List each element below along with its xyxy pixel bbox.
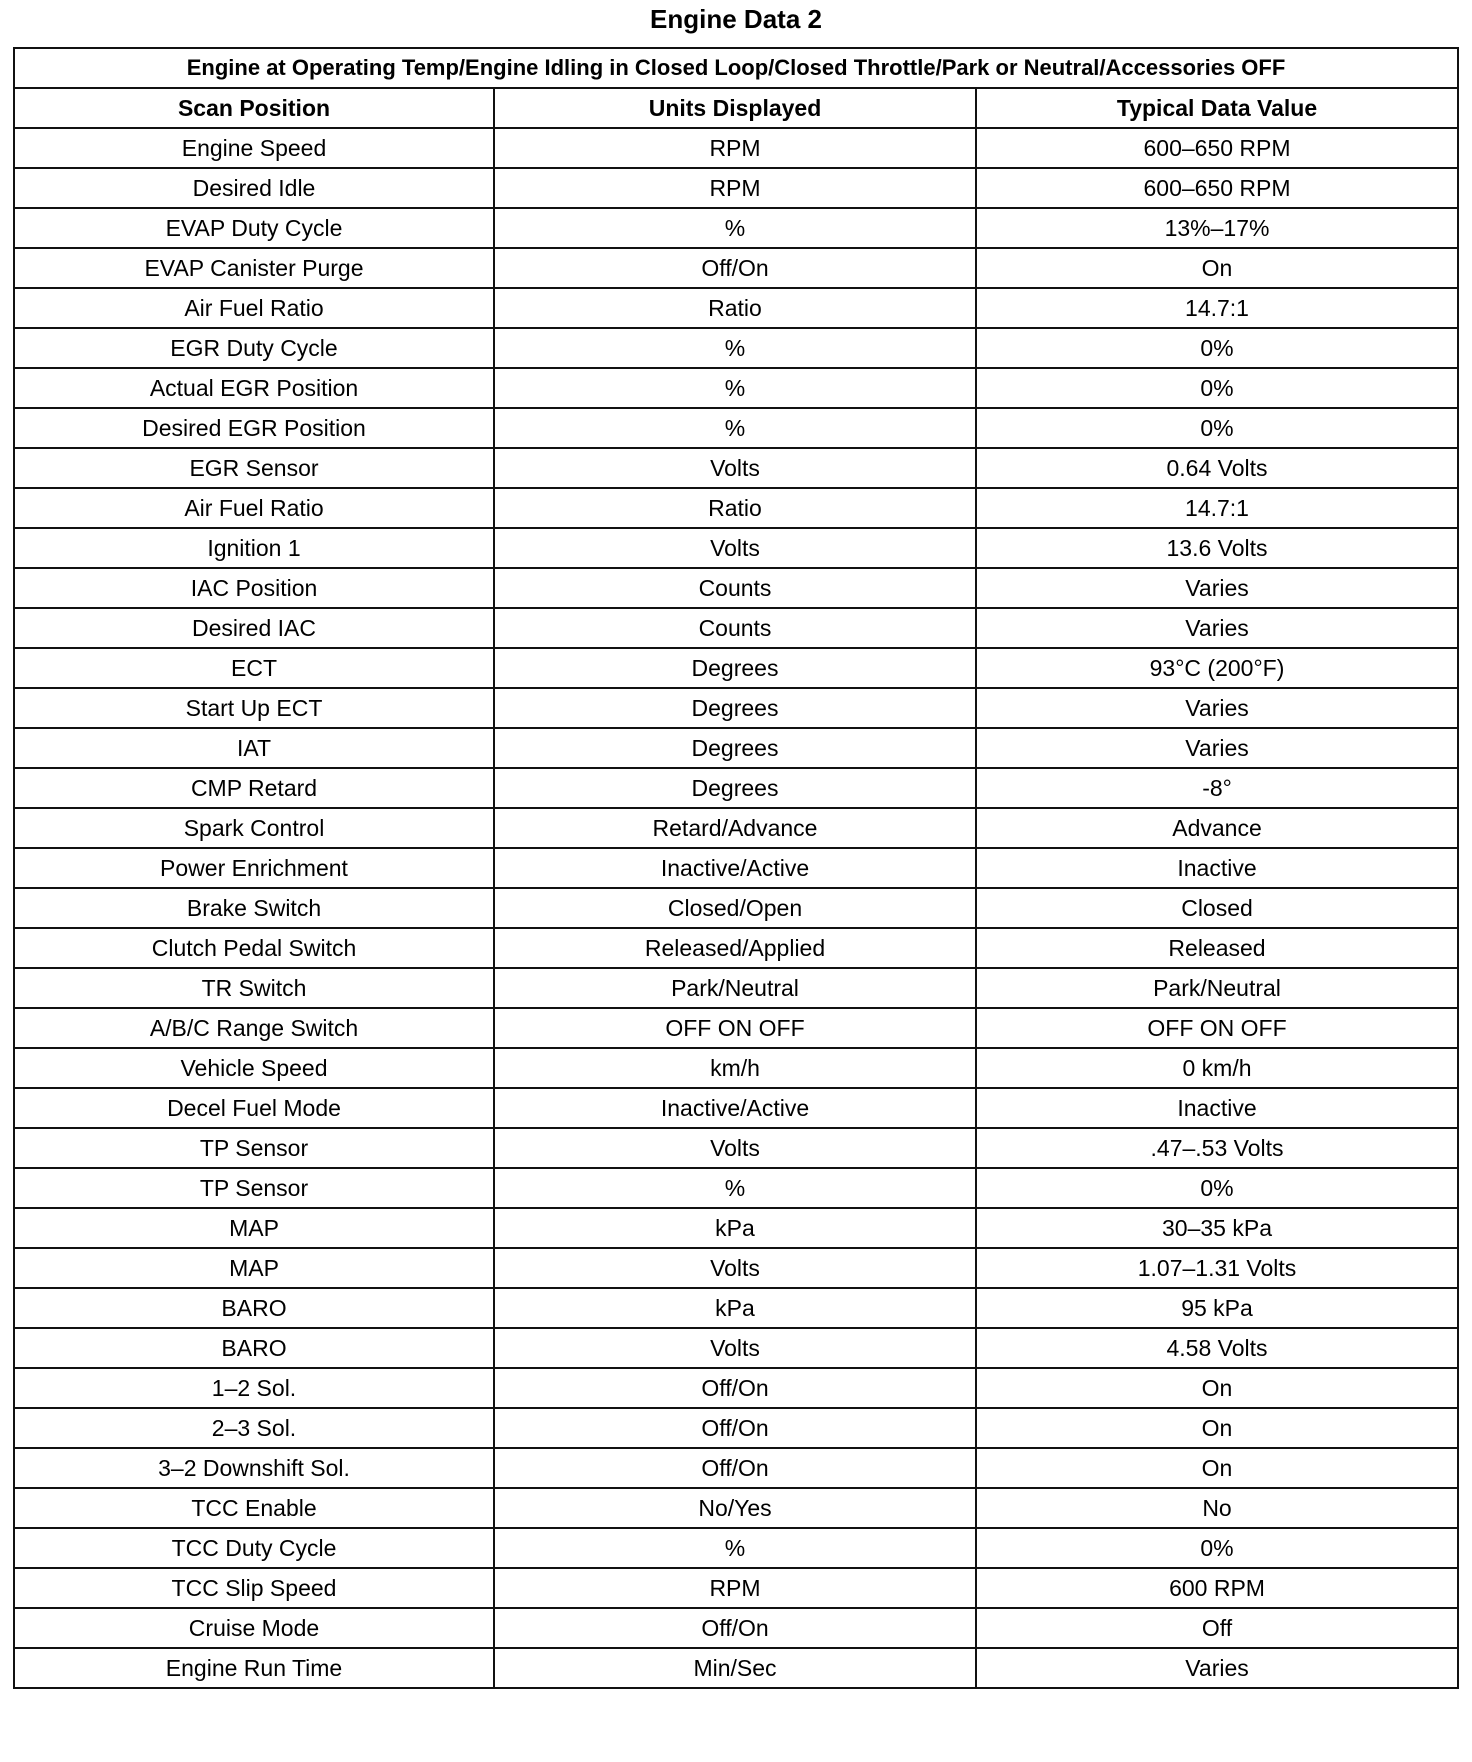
- units-displayed-cell: Degrees: [494, 768, 976, 808]
- typical-data-value-cell: 0%: [976, 1528, 1458, 1568]
- typical-data-value-cell: Varies: [976, 728, 1458, 768]
- typical-data-value-cell: No: [976, 1488, 1458, 1528]
- scan-position-cell: 3–2 Downshift Sol.: [14, 1448, 494, 1488]
- scan-position-cell: EGR Sensor: [14, 448, 494, 488]
- units-displayed-cell: Park/Neutral: [494, 968, 976, 1008]
- typical-data-value-cell: On: [976, 1368, 1458, 1408]
- typical-data-value-cell: 1.07–1.31 Volts: [976, 1248, 1458, 1288]
- units-displayed-cell: %: [494, 208, 976, 248]
- scan-position-cell: TP Sensor: [14, 1128, 494, 1168]
- table-row: [14, 888, 1458, 928]
- typical-data-value-cell: 0 km/h: [976, 1048, 1458, 1088]
- typical-data-value-cell: -8°: [976, 768, 1458, 808]
- table-row: [14, 848, 1458, 888]
- typical-data-value-cell: .47–.53 Volts: [976, 1128, 1458, 1168]
- typical-data-value-cell: 0%: [976, 1168, 1458, 1208]
- scan-position-cell: IAC Position: [14, 568, 494, 608]
- typical-data-value-cell: Inactive: [976, 1088, 1458, 1128]
- typical-data-value-cell: 13%–17%: [976, 208, 1458, 248]
- table-row: [14, 128, 1458, 168]
- units-displayed-cell: Ratio: [494, 288, 976, 328]
- units-displayed-cell: Inactive/Active: [494, 848, 976, 888]
- units-displayed-cell: km/h: [494, 1048, 976, 1088]
- units-displayed-cell: Volts: [494, 448, 976, 488]
- scan-position-cell: Brake Switch: [14, 888, 494, 928]
- scan-position-cell: Desired Idle: [14, 168, 494, 208]
- scan-position-cell: Air Fuel Ratio: [14, 288, 494, 328]
- scan-position-cell: BARO: [14, 1328, 494, 1368]
- units-displayed-cell: Counts: [494, 568, 976, 608]
- table-row: [14, 1208, 1458, 1248]
- units-displayed-cell: Counts: [494, 608, 976, 648]
- column-header-row: [14, 88, 1458, 128]
- typical-data-value-cell: Park/Neutral: [976, 968, 1458, 1008]
- typical-data-value-cell: 0%: [976, 368, 1458, 408]
- scan-position-cell: Air Fuel Ratio: [14, 488, 494, 528]
- typical-data-value-cell: On: [976, 1448, 1458, 1488]
- units-displayed-cell: RPM: [494, 128, 976, 168]
- table-row: [14, 768, 1458, 808]
- typical-data-value-cell: OFF ON OFF: [976, 1008, 1458, 1048]
- units-displayed-cell: Inactive/Active: [494, 1088, 976, 1128]
- units-displayed-cell: Volts: [494, 1328, 976, 1368]
- scan-position-cell: Ignition 1: [14, 528, 494, 568]
- scan-position-cell: 2–3 Sol.: [14, 1408, 494, 1448]
- scan-position-cell: Engine Speed: [14, 128, 494, 168]
- scan-position-cell: Power Enrichment: [14, 848, 494, 888]
- table-row: [14, 808, 1458, 848]
- typical-data-value-cell: 93°C (200°F): [976, 648, 1458, 688]
- table-row: [14, 1568, 1458, 1608]
- table-row: [14, 1128, 1458, 1168]
- page-title: Engine Data 2: [650, 4, 822, 34]
- table-row: [14, 208, 1458, 248]
- units-displayed-cell: %: [494, 1168, 976, 1208]
- units-displayed-cell: Volts: [494, 1248, 976, 1288]
- table-row: [14, 168, 1458, 208]
- units-displayed-cell: Off/On: [494, 1448, 976, 1488]
- scan-position-cell: Start Up ECT: [14, 688, 494, 728]
- table-row: [14, 1648, 1458, 1688]
- units-displayed-cell: Off/On: [494, 248, 976, 288]
- units-displayed-cell: %: [494, 328, 976, 368]
- units-displayed-cell: Retard/Advance: [494, 808, 976, 848]
- table-row: [14, 408, 1458, 448]
- typical-data-value-cell: Closed: [976, 888, 1458, 928]
- units-displayed-cell: RPM: [494, 168, 976, 208]
- table-row: [14, 1408, 1458, 1448]
- units-displayed-cell: Closed/Open: [494, 888, 976, 928]
- column-header-typical-data-value: Typical Data Value: [976, 88, 1458, 128]
- typical-data-value-cell: 600–650 RPM: [976, 128, 1458, 168]
- table-row: [14, 608, 1458, 648]
- scan-position-cell: TCC Slip Speed: [14, 1568, 494, 1608]
- units-displayed-cell: Off/On: [494, 1408, 976, 1448]
- typical-data-value-cell: Varies: [976, 568, 1458, 608]
- table-row: [14, 1168, 1458, 1208]
- units-displayed-cell: Volts: [494, 1128, 976, 1168]
- table-row: [14, 1248, 1458, 1288]
- table-row: [14, 1608, 1458, 1648]
- table-row: [14, 448, 1458, 488]
- units-displayed-cell: Min/Sec: [494, 1648, 976, 1688]
- units-displayed-cell: %: [494, 408, 976, 448]
- typical-data-value-cell: Released: [976, 928, 1458, 968]
- condition-header: Engine at Operating Temp/Engine Idling in Closed Loop/Closed Throttle/Park or Neutral/Accessories OFF: [14, 48, 1458, 88]
- table-row: [14, 328, 1458, 368]
- scan-position-cell: EGR Duty Cycle: [14, 328, 494, 368]
- units-displayed-cell: Degrees: [494, 728, 976, 768]
- scan-position-cell: ECT: [14, 648, 494, 688]
- table-row: [14, 648, 1458, 688]
- units-displayed-cell: Volts: [494, 528, 976, 568]
- table-body: [14, 128, 1458, 1688]
- typical-data-value-cell: 13.6 Volts: [976, 528, 1458, 568]
- scan-position-cell: Engine Run Time: [14, 1648, 494, 1688]
- typical-data-value-cell: 600 RPM: [976, 1568, 1458, 1608]
- table-row: [14, 968, 1458, 1008]
- scan-position-cell: TP Sensor: [14, 1168, 494, 1208]
- units-displayed-cell: Off/On: [494, 1608, 976, 1648]
- scan-position-cell: A/B/C Range Switch: [14, 1008, 494, 1048]
- typical-data-value-cell: 0%: [976, 328, 1458, 368]
- typical-data-value-cell: 30–35 kPa: [976, 1208, 1458, 1248]
- scan-position-cell: 1–2 Sol.: [14, 1368, 494, 1408]
- scan-position-cell: Cruise Mode: [14, 1608, 494, 1648]
- units-displayed-cell: Released/Applied: [494, 928, 976, 968]
- typical-data-value-cell: On: [976, 1408, 1458, 1448]
- column-header-units-displayed: Units Displayed: [494, 88, 976, 128]
- scan-position-cell: BARO: [14, 1288, 494, 1328]
- typical-data-value-cell: Off: [976, 1608, 1458, 1648]
- units-displayed-cell: RPM: [494, 1568, 976, 1608]
- table-row: [14, 568, 1458, 608]
- typical-data-value-cell: 14.7:1: [976, 288, 1458, 328]
- table-row: [14, 1488, 1458, 1528]
- scan-position-cell: EVAP Canister Purge: [14, 248, 494, 288]
- table-row: [14, 1048, 1458, 1088]
- units-displayed-cell: Off/On: [494, 1368, 976, 1408]
- typical-data-value-cell: 95 kPa: [976, 1288, 1458, 1328]
- typical-data-value-cell: Varies: [976, 688, 1458, 728]
- units-displayed-cell: %: [494, 1528, 976, 1568]
- typical-data-value-cell: 0%: [976, 408, 1458, 448]
- units-displayed-cell: Degrees: [494, 688, 976, 728]
- units-displayed-cell: OFF ON OFF: [494, 1008, 976, 1048]
- typical-data-value-cell: Varies: [976, 608, 1458, 648]
- scan-position-cell: CMP Retard: [14, 768, 494, 808]
- table-row: [14, 1328, 1458, 1368]
- scan-position-cell: TCC Duty Cycle: [14, 1528, 494, 1568]
- scan-position-cell: TR Switch: [14, 968, 494, 1008]
- table-row: [14, 928, 1458, 968]
- column-header-scan-position: Scan Position: [14, 88, 494, 128]
- scan-position-cell: IAT: [14, 728, 494, 768]
- table-row: [14, 368, 1458, 408]
- units-displayed-cell: %: [494, 368, 976, 408]
- scan-position-cell: Vehicle Speed: [14, 1048, 494, 1088]
- condition-row: [14, 48, 1458, 88]
- scan-position-cell: MAP: [14, 1208, 494, 1248]
- table-row: [14, 1368, 1458, 1408]
- units-displayed-cell: kPa: [494, 1208, 976, 1248]
- typical-data-value-cell: Advance: [976, 808, 1458, 848]
- units-displayed-cell: Degrees: [494, 648, 976, 688]
- table-row: [14, 1288, 1458, 1328]
- scan-position-cell: Desired EGR Position: [14, 408, 494, 448]
- table-row: [14, 248, 1458, 288]
- scan-position-cell: TCC Enable: [14, 1488, 494, 1528]
- typical-data-value-cell: 14.7:1: [976, 488, 1458, 528]
- scan-position-cell: Desired IAC: [14, 608, 494, 648]
- typical-data-value-cell: 0.64 Volts: [976, 448, 1458, 488]
- table-row: [14, 1088, 1458, 1128]
- typical-data-value-cell: 600–650 RPM: [976, 168, 1458, 208]
- typical-data-value-cell: Varies: [976, 1648, 1458, 1688]
- units-displayed-cell: Ratio: [494, 488, 976, 528]
- table-row: [14, 488, 1458, 528]
- typical-data-value-cell: Inactive: [976, 848, 1458, 888]
- units-displayed-cell: No/Yes: [494, 1488, 976, 1528]
- engine-data-table: [13, 47, 1459, 1689]
- scan-position-cell: Decel Fuel Mode: [14, 1088, 494, 1128]
- table-row: [14, 688, 1458, 728]
- units-displayed-cell: kPa: [494, 1288, 976, 1328]
- scan-position-cell: MAP: [14, 1248, 494, 1288]
- scan-position-cell: Spark Control: [14, 808, 494, 848]
- table-row: [14, 288, 1458, 328]
- typical-data-value-cell: 4.58 Volts: [976, 1328, 1458, 1368]
- typical-data-value-cell: On: [976, 248, 1458, 288]
- scan-position-cell: EVAP Duty Cycle: [14, 208, 494, 248]
- scan-position-cell: Clutch Pedal Switch: [14, 928, 494, 968]
- table-row: [14, 1528, 1458, 1568]
- table-row: [14, 528, 1458, 568]
- table-row: [14, 1448, 1458, 1488]
- scan-position-cell: Actual EGR Position: [14, 368, 494, 408]
- table-row: [14, 728, 1458, 768]
- table-row: [14, 1008, 1458, 1048]
